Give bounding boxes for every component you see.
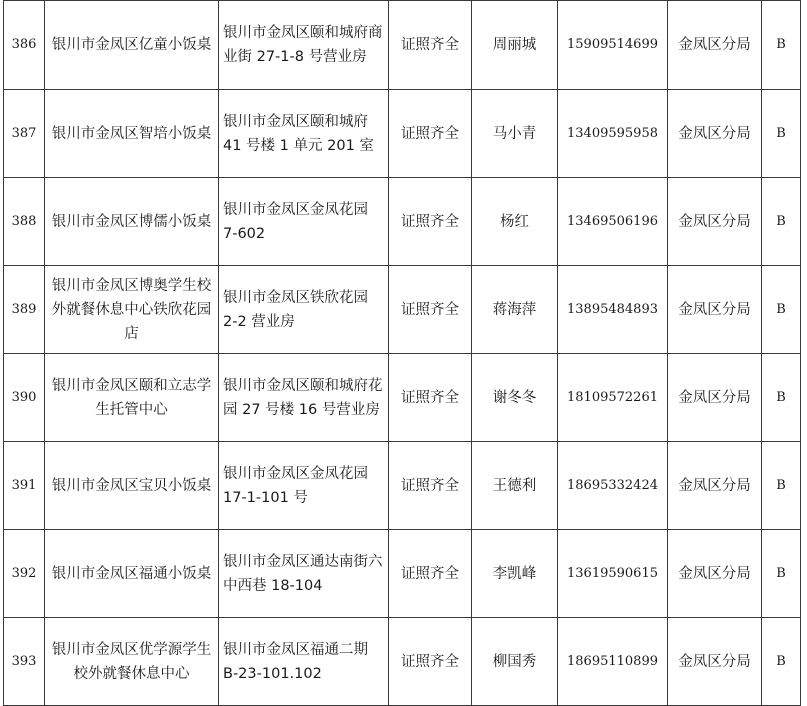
rating-grade: B <box>762 1 801 90</box>
supervising-branch: 金凤区分局 <box>668 442 762 530</box>
supervising-branch: 金凤区分局 <box>668 266 762 354</box>
supervising-branch: 金凤区分局 <box>668 354 762 442</box>
rating-grade: B <box>762 530 801 618</box>
licensed-facility-table <box>3 0 801 706</box>
row-number: 386 <box>4 1 45 90</box>
row-number: 391 <box>4 442 45 530</box>
rating-grade: B <box>762 354 801 442</box>
table-row <box>4 442 801 530</box>
responsible-person: 杨红 <box>472 178 558 266</box>
facility-name: 银川市金凤区优学源学生校外就餐休息中心 <box>45 618 219 706</box>
row-number: 388 <box>4 178 45 266</box>
license-status: 证照齐全 <box>389 530 472 618</box>
responsible-person: 马小青 <box>472 90 558 178</box>
supervising-branch: 金凤区分局 <box>668 1 762 90</box>
facility-name: 银川市金凤区宝贝小饭桌 <box>45 442 219 530</box>
facility-name: 银川市金凤区博奥学生校外就餐休息中心铁欣花园店 <box>45 266 219 354</box>
supervising-branch: 金凤区分局 <box>668 530 762 618</box>
responsible-person: 李凯峰 <box>472 530 558 618</box>
row-number: 393 <box>4 618 45 706</box>
facility-name: 银川市金凤区智培小饭桌 <box>45 90 219 178</box>
contact-phone: 13895484893 <box>558 266 668 354</box>
table-row <box>4 618 801 706</box>
supervising-branch: 金凤区分局 <box>668 178 762 266</box>
facility-name: 银川市金凤区颐和立志学生托管中心 <box>45 354 219 442</box>
supervising-branch: 金凤区分局 <box>668 90 762 178</box>
responsible-person: 谢冬冬 <box>472 354 558 442</box>
contact-phone: 15909514699 <box>558 1 668 90</box>
responsible-person: 蒋海萍 <box>472 266 558 354</box>
rating-grade: B <box>762 442 801 530</box>
contact-phone: 18109572261 <box>558 354 668 442</box>
facility-address: 银川市金凤区金凤花园 17-1-101 号 <box>219 442 389 530</box>
facility-address: 银川市金凤区铁欣花园 2-2 营业房 <box>219 266 389 354</box>
license-status: 证照齐全 <box>389 266 472 354</box>
table-row <box>4 354 801 442</box>
row-number: 389 <box>4 266 45 354</box>
table-row <box>4 178 801 266</box>
supervising-branch: 金凤区分局 <box>668 618 762 706</box>
rating-grade: B <box>762 266 801 354</box>
table-row <box>4 266 801 354</box>
table-row <box>4 90 801 178</box>
license-status: 证照齐全 <box>389 442 472 530</box>
rating-grade: B <box>762 178 801 266</box>
facility-address: 银川市金凤区颐和城府花园 27 号楼 16 号营业房 <box>219 354 389 442</box>
license-status: 证照齐全 <box>389 90 472 178</box>
facility-name: 银川市金凤区亿童小饭桌 <box>45 1 219 90</box>
contact-phone: 13469506196 <box>558 178 668 266</box>
row-number: 387 <box>4 90 45 178</box>
license-status: 证照齐全 <box>389 178 472 266</box>
facility-address: 银川市金凤区通达南街六中西巷 18-104 <box>219 530 389 618</box>
contact-phone: 13409595958 <box>558 90 668 178</box>
responsible-person: 周丽城 <box>472 1 558 90</box>
row-number: 392 <box>4 530 45 618</box>
row-number: 390 <box>4 354 45 442</box>
document-table-sheet <box>3 0 800 700</box>
facility-address: 银川市金凤区颐和城府 41 号楼 1 单元 201 室 <box>219 90 389 178</box>
license-status: 证照齐全 <box>389 1 472 90</box>
facility-address: 银川市金凤区颐和城府商业街 27-1-8 号营业房 <box>219 1 389 90</box>
contact-phone: 18695110899 <box>558 618 668 706</box>
responsible-person: 王德利 <box>472 442 558 530</box>
table-row <box>4 1 801 90</box>
license-status: 证照齐全 <box>389 354 472 442</box>
facility-address: 银川市金凤区金凤花园 7-602 <box>219 178 389 266</box>
contact-phone: 13619590615 <box>558 530 668 618</box>
facility-address: 银川市金凤区福通二期 B-23-101.102 <box>219 618 389 706</box>
rating-grade: B <box>762 90 801 178</box>
facility-name: 银川市金凤区博儒小饭桌 <box>45 178 219 266</box>
rating-grade: B <box>762 618 801 706</box>
facility-name: 银川市金凤区福通小饭桌 <box>45 530 219 618</box>
license-status: 证照齐全 <box>389 618 472 706</box>
contact-phone: 18695332424 <box>558 442 668 530</box>
responsible-person: 柳国秀 <box>472 618 558 706</box>
table-row <box>4 530 801 618</box>
